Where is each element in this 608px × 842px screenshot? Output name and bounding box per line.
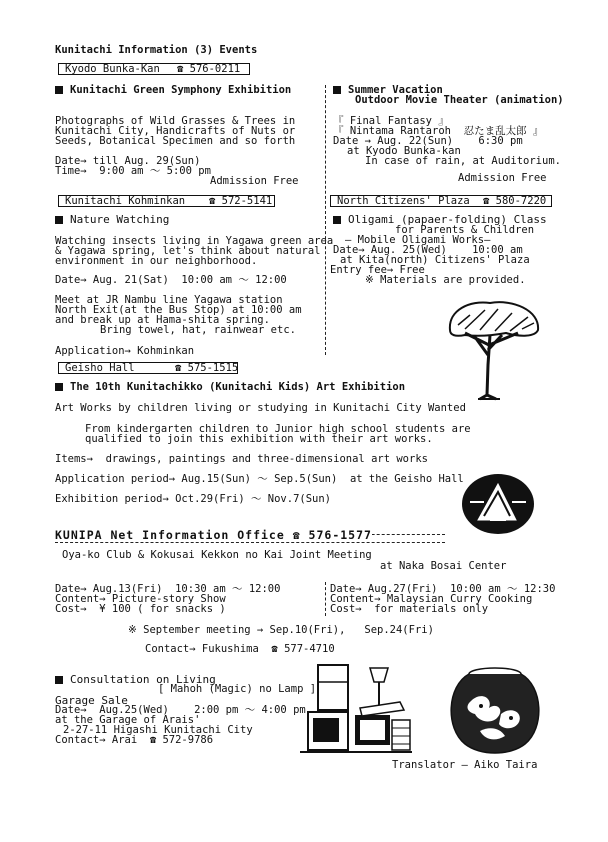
garage-sale: Garage Sale	[55, 694, 128, 707]
event-title-text: Kunitachi Green Symphony Exhibition	[70, 84, 292, 96]
venue-phone: ☎ 572-5141	[209, 195, 273, 207]
application-info: Application→ Kohminkan	[55, 345, 195, 357]
venue-name: North Citizens' Plaza	[337, 195, 470, 207]
sale-date: Date→ Aug.25(Wed) 2:00 pm ～ 4:00 pm	[55, 704, 306, 716]
column-divider	[325, 582, 326, 616]
kunipa-title: KUNIPA Net Information Office ☎ 576-1577	[55, 528, 372, 542]
venue-phone: ☎ 575-1515	[175, 362, 239, 374]
venue-box-geisho	[58, 362, 238, 374]
event-desc: Watching insects living in Yagawa green area	[55, 235, 334, 247]
meeting-cost: Cost→ ¥ 100 ( for snacks )	[55, 603, 226, 615]
application-period: Application period→ Aug.15(Sun) ～ Sep.5(Sun) at the Geisho Hall	[55, 473, 464, 485]
meeting-date: Date→ Aug.27(Fri) 10:00 am ～ 12:30	[330, 583, 556, 595]
sale-contact: Contact→ Arai ☎ 572-9786	[55, 734, 214, 746]
venue-box-kyodo	[58, 63, 250, 75]
event-desc: qualified to join this exhibition with their art works.	[85, 433, 433, 445]
goldfish-bowl-illustration	[445, 666, 545, 756]
event-title-text: Nature Watching	[70, 213, 170, 226]
venue-name: Kunitachi Kohminkan	[65, 195, 186, 207]
event-desc: Seeds, Botanical Specimen and so forth	[55, 135, 296, 147]
meeting-cost: Cost→ for materials only	[330, 603, 489, 615]
event-admission: Admission Free	[458, 172, 547, 184]
event-items: Items→ drawings, paintings and three-dimensional art works	[55, 453, 428, 465]
bullet-square-icon	[55, 216, 63, 224]
sale-address: 2-27-11 Higashi Kunitachi City	[63, 724, 253, 736]
exhibition-period: Exhibition period→ Oct.29(Fri) ～ Nov.7(Sun)	[55, 493, 332, 505]
tree-illustration	[440, 295, 545, 405]
event-time: Time→ 9:00 am ～ 5:00 pm	[55, 165, 211, 177]
event-date: Date → Aug. 22(Sun) 6:30 pm	[333, 135, 523, 147]
translator-credit: Translator — Aiko Taira	[392, 759, 538, 771]
venue-name: Kyodo Bunka-Kan	[65, 63, 160, 75]
event-title-text: The 10th Kunitachikko (Kunitachi Kids) Art Exhibition	[70, 381, 406, 393]
meeting-info: Bring towel, hat, rainwear etc.	[100, 324, 296, 336]
film-title: 『 Final Fantasy 』	[333, 115, 449, 127]
meeting-title: Oya-ko Club & Kokusai Kekkon no Kai Joint Meeting	[62, 549, 372, 561]
event-desc: environment in our neighborhood.	[55, 255, 258, 267]
venue-phone: ☎ 580-7220	[483, 195, 547, 207]
bullet-square-icon	[333, 86, 341, 94]
event-admission: Admission Free	[210, 175, 299, 187]
event-subtitle: for Parents & Children	[395, 224, 535, 236]
sale-place: at the Garage of Arais'	[55, 714, 201, 726]
event-place: at Kita(north) Citizens' Plaza	[340, 254, 530, 266]
event-date: Date→ till Aug. 29(Sun)	[55, 155, 201, 167]
event-title-text: Summer Vacation	[348, 84, 443, 96]
event-desc: & Yagawa spring, let's think about natural	[55, 245, 321, 257]
event-subtitle: — Mobile Oligami Works—	[345, 234, 491, 246]
event-desc: Photographs of Wild Grasses & Trees in	[55, 115, 296, 127]
bullet-square-icon	[55, 383, 63, 391]
venue-box-north	[330, 195, 552, 207]
bullet-square-icon	[55, 676, 63, 684]
meeting-info: Meet at JR Nambu line Yagawa station	[55, 294, 283, 306]
september-meeting: ※ September meeting → Sep.10(Fri), Sep.24(Fri)	[128, 624, 434, 636]
venue-phone: ☎ 576-0211	[177, 63, 241, 75]
event-materials: ※ Materials are provided.	[365, 274, 526, 286]
event-wanted: Art Works by children living or studying in Kunitachi City Wanted	[55, 402, 466, 414]
meeting-place: at Naka Bosai Center	[380, 560, 507, 572]
meeting-date: Date→ Aug.13(Fri) 10:30 am ～ 12:00	[55, 583, 281, 595]
event-desc: Kunitachi City, Handicrafts of Nuts or	[55, 125, 296, 137]
event-rain-note: In case of rain, at Auditorium.	[365, 155, 561, 167]
kunipa-contact: Contact→ Fukushima ☎ 577-4710	[145, 643, 335, 655]
appliances-illustration	[300, 660, 415, 760]
event-title-nature	[55, 214, 169, 225]
event-title-green-symphony	[55, 85, 291, 96]
event-subtitle: Outdoor Movie Theater (animation)	[355, 94, 564, 106]
event-date: Date→ Aug. 25(Wed) 10:00 am	[333, 244, 523, 256]
meeting-info: and break up at Hama-shita spring.	[55, 314, 270, 326]
column-divider	[325, 85, 326, 355]
bullet-square-icon	[333, 216, 341, 224]
bullet-square-icon	[55, 86, 63, 94]
venue-name: Geisho Hall	[65, 362, 135, 374]
meeting-info: North Exit(at the Bus Stop) at 10:00 am	[55, 304, 302, 316]
event-title-text: Consultation on Living	[70, 673, 216, 686]
film-title: 『 Nintama Rantaroh 忍たま乱太郎 』	[333, 125, 544, 137]
event-fee: Entry fee→ Free	[330, 264, 425, 276]
meeting-content: Content→ Malaysian Curry Cooking	[330, 593, 533, 605]
event-desc: From kindergarten children to Junior high school students are	[85, 423, 471, 435]
section-divider	[55, 542, 445, 543]
page-title: Kunitachi Information (3) Events	[55, 44, 258, 56]
event-date: Date→ Aug. 21(Sat) 10:00 am ～ 12:00	[55, 274, 287, 286]
consult-lamp: [ Mahoh (Magic) no Lamp ]	[158, 683, 317, 695]
meeting-content: Content→ Picture-story Show	[55, 593, 226, 605]
venue-box-kohminkan	[58, 195, 275, 207]
event-title-text: Oligami (papaer-folding) Class	[348, 213, 547, 226]
sculpture-illustration	[460, 472, 536, 536]
event-place: at Kyodo Bunka-kan	[347, 145, 461, 157]
event-title-art-exhibition	[55, 382, 405, 393]
